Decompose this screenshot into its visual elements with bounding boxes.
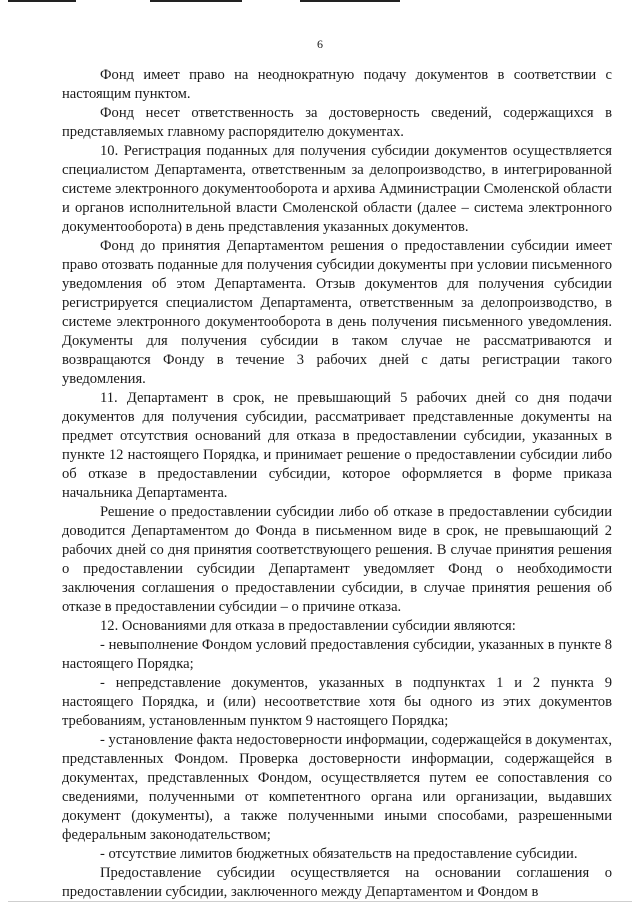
list-item: - непредставление документов, указанных в подпунктах 1 и 2 пункта 9 настоящего Порядка, и (или) несоответствие хотя бы одного из этих документов требованиям, установленным пунктом 9 настоящего Порядка;: [62, 675, 612, 729]
scan-edge-rule: [8, 901, 632, 902]
paragraph: Фонд до принятия Департаментом решения о предоставлении субсидии имеет право отозвать поданные для получения субсидии документы при условии письменного уведомления об этом Департамента. Отзыв документов для получения субсидии регистрируется специалистом Департамента, ответственным за делопроизводство, в системе электронного документооборота в день получения письменного уведомления. Документы для получения субсидии в таком случае не рассматриваются и возвращаются Фонду в течение 3 рабочих дней с даты регистрации такого уведомления.: [62, 238, 612, 387]
paragraph: Фонд несет ответственность за достоверность сведений, содержащихся в представляемых главному распорядителю документах.: [62, 105, 612, 140]
scan-edge-rule: [300, 0, 400, 2]
paragraph: Предоставление субсидии осуществляется на основании соглашения о предоставлении субсидии, заключенного между Департаментом и Фондом в: [62, 865, 612, 900]
list-item: - отсутствие лимитов бюджетных обязательств на предоставление субсидии.: [100, 846, 578, 862]
paragraph: Фонд имеет право на неоднократную подачу документов в соответствии с настоящим пунктом.: [62, 67, 612, 102]
list-item: - невыполнение Фондом условий предоставления субсидии, указанных в пункте 8 настоящего Порядка;: [62, 637, 612, 672]
page-number: 6: [317, 37, 323, 51]
paragraph: Решение о предоставлении субсидии либо об отказе в предоставлении субсидии доводится Департаментом до Фонда в письменном виде в срок, не превышающий 2 рабочих дней со дня принятия соответствующего решения. В случае принятия решения о предоставлении субсидии Департамент уведомляет Фонд о необходимости заключения соглашения о предоставлении субсидии, в случае принятия решения об отказе в предоставлении субсидии – о причине отказа.: [62, 504, 612, 615]
paragraph: 10. Регистрация поданных для получения субсидии документов осуществляется специалистом Департамента, ответственным за делопроизводство, в интегрированной системе электронного документооборота и архива Администрации Смоленской области и органов исполнительной власти Смоленской области (далее – система электронного документооборота) в день представления указанных документов.: [62, 143, 612, 235]
list-item: - установление факта недостоверности информации, содержащейся в документах, представленных Фондом. Проверка достоверности информации, содержащейся в документах, представленных Фондом, осуществляется путем ее сопоставления со сведениями, полученными от компетентного органа или организации, выдавших документ (документы), а также полученными иными способами, разрешенными федеральным законодательством;: [62, 732, 612, 843]
scan-edge-rule: [150, 0, 242, 2]
paragraph: 11. Департамент в срок, не превышающий 5 рабочих дней со дня подачи документов для получения субсидии, рассматривает представленные документы на предмет отсутствия оснований для отказа в предоставлении субсидии, указанных в пункте 12 настоящего Порядка, и принимает решение о предоставлении субсидии либо об отказе в предоставлении субсидии, которое оформляется в форме приказа начальника Департамента.: [62, 390, 612, 501]
paragraph: 12. Основаниями для отказа в предоставлении субсидии являются:: [100, 618, 516, 634]
document-body: [62, 66, 612, 902]
scan-edge-rule: [8, 0, 76, 2]
